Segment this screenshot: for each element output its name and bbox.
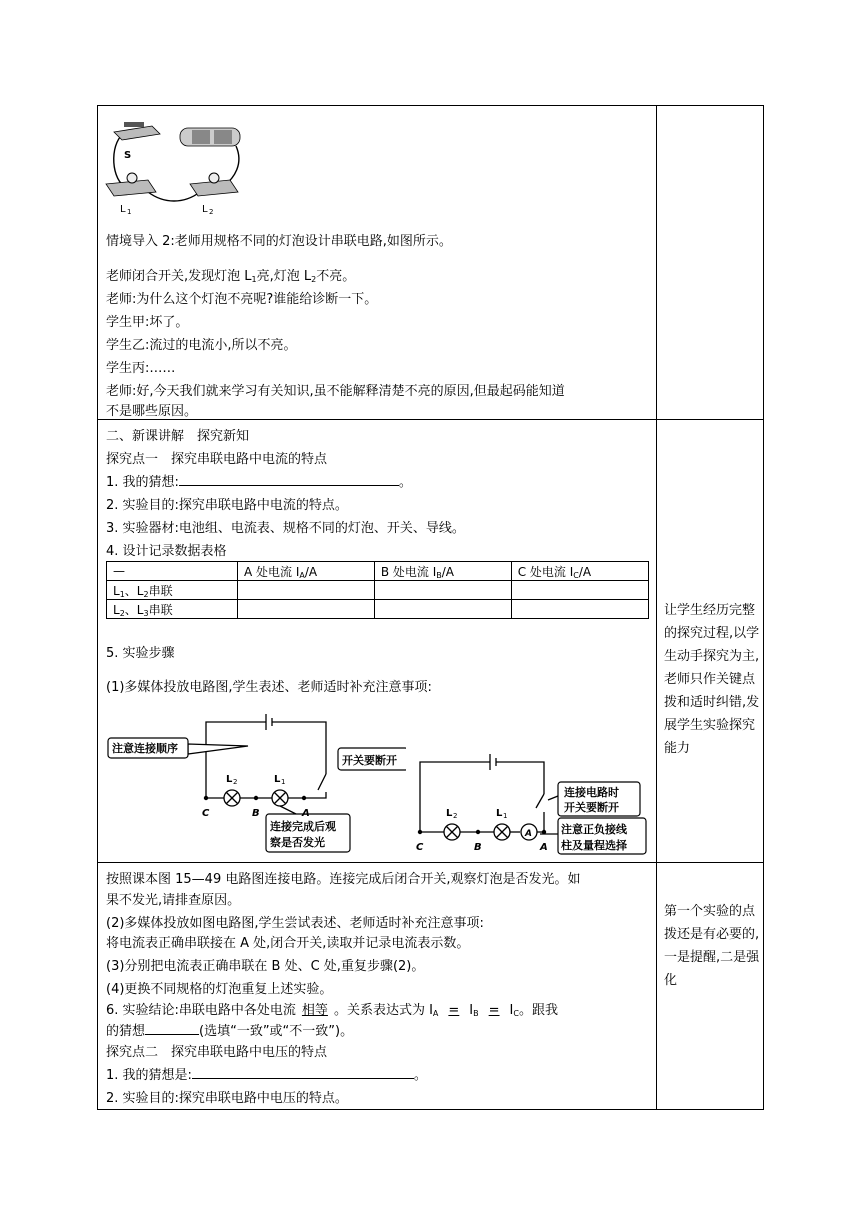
column-divider [656,106,657,1109]
intro-line-7: 老师:好,今天我们就来学习有关知识,虽不能解释清楚不亮的原因,但最起码能知道 [106,384,565,399]
table-cell[interactable] [511,581,648,600]
label2-l2-sub: 2 [453,812,458,820]
intro-line-6: 学生丙:…… [106,361,176,376]
intro-line-8: 不是哪些原因。 [106,404,198,419]
note2-ammeter-2: 柱及量程选择 [561,839,627,852]
table-row [107,581,649,600]
note-observe-2: 察是否发光 [270,836,325,849]
label-l2: L [226,774,233,785]
table-cell[interactable] [374,581,511,600]
equipment-line: 3. 实验器材:电池组、电流表、规格不同的灯泡、开关、导线。 [106,521,465,536]
table-header-cell: B 处电流 $I_B/A$ [374,562,511,581]
circuit-photo [104,114,244,214]
row-divider-1 [98,419,763,420]
label2-l1-sub: 1 [503,812,508,820]
table-design-line: 4. 设计记录数据表格 [106,544,227,559]
row3-line-6: (4)更换不同规格的灯泡重复上述实验。 [106,982,333,997]
guess-compare-line: 的猜想 (选填“一致”或“不一致”)。 [106,1024,354,1039]
table-cell[interactable] [238,581,375,600]
lesson-table [97,105,764,1110]
note-connection-order: 注意连接顺序 [112,742,178,755]
note2-switch-2: 开关要断开 [564,801,619,814]
photo-label-l1-sub: 1 [127,208,132,214]
label2-l1: L [496,808,503,819]
explore-point-2: 探究点二 探究串联电路中电压的特点 [106,1045,328,1060]
intro-line-2: 老师闭合开关,发现灯泡 $L_1$亮,灯泡 $L_2$不亮。 [106,269,356,284]
table-cell[interactable] [374,600,511,619]
label-l1-sub: 1 [281,778,286,786]
table-header-cell: A 处电流 $I_A/A$ [238,562,375,581]
row3-line-3: (2)多媒体投放如图电路图,学生尝试表述、老师适时补充注意事项: [106,916,484,931]
photo-label-l1: L [120,204,126,214]
row3-line-4: 将电流表正确串联接在 A 处,闭合开关,读取并记录电流表示数。 [106,936,470,951]
photo-label-s: S [124,150,132,161]
compare-blank[interactable] [145,1034,199,1035]
conclusion-line: 6. 实验结论:串联电路中各处电流 相等 。关系表达式为 $I_A = I_B = I_C$。跟我 [106,1003,558,1018]
row3-line-2: 果不发光,请排查原因。 [106,893,241,908]
record-table [106,561,649,619]
point2-c: C [416,842,424,853]
guess-line: 1. 我的猜想: 。 [106,475,412,490]
table-row-label: $L_2$、$L_3$串联 [107,600,238,619]
photo-label-l2-sub: 2 [209,208,214,214]
explore-point-1: 探究点一 探究串联电路中电流的特点 [106,452,328,467]
table-header-cell: C 处电流 $I_C/A$ [511,562,648,581]
note-switch-open: 开关要断开 [342,754,397,767]
circuit-diagram-1 [106,708,406,856]
ammeter-label: A [525,829,532,839]
voltage-guess-line: 1. 我的猜想是: 。 [106,1068,427,1083]
note2-switch-1: 连接电路时 [564,786,619,799]
side-note-1: 让学生经历完整的探究过程,以学生动手探究为主,老师只作关键点拨和适时纠错,发展学生实验探究能力 [664,603,760,756]
table-cell[interactable] [238,600,375,619]
point-a: A [302,808,310,819]
table-row [107,600,649,619]
table-row [107,562,649,581]
point-c: C [202,808,210,819]
row3-line-5: (3)分别把电流表正确串联在 B 处、C 处,重复步骤(2)。 [106,959,425,974]
purpose-line: 2. 实验目的:探究串联电路中电流的特点。 [106,498,348,513]
point2-b: B [474,842,482,853]
table-header-cell: — [107,562,238,581]
row-divider-2 [98,862,763,863]
voltage-guess-blank[interactable] [192,1078,414,1079]
point2-a: A [540,842,548,853]
intro-line-4: 学生甲:坏了。 [106,315,189,330]
section-heading: 二、新课讲解 探究新知 [106,429,250,444]
voltage-purpose-line: 2. 实验目的:探究串联电路中电压的特点。 [106,1091,348,1106]
intro-line-5: 学生乙:流过的电流小,所以不亮。 [106,338,297,353]
point-b: B [252,808,260,819]
guess-blank[interactable] [179,485,399,486]
note2-ammeter-1: 注意正负接线 [561,823,627,836]
table-cell[interactable] [511,600,648,619]
steps-heading: 5. 实验步骤 [106,646,175,661]
note-observe-1: 连接完成后观 [270,820,336,833]
step-1: (1)多媒体投放电路图,学生表述、老师适时补充注意事项: [106,680,432,695]
label-l2-sub: 2 [233,778,238,786]
conclusion-answer: 相等 [301,1003,328,1018]
circuit-diagram-2 [408,746,653,858]
intro-line-3: 老师:为什么这个灯泡不亮呢?谁能给诊断一下。 [106,292,378,307]
table-row-label: $L_1$、$L_2$串联 [107,581,238,600]
label2-l2: L [446,808,453,819]
intro-line-1: 情境导入 2:老师用规格不同的灯泡设计串联电路,如图所示。 [106,234,452,249]
row3-line-1: 按照课本图 15—49 电路图连接电路。连接完成后闭合开关,观察灯泡是否发光。如 [106,872,581,887]
side-note-2: 第一个实验的点拨还是有必要的,一是提醒,二是强化 [664,904,760,988]
label-l1: L [274,774,281,785]
photo-label-l2: L [202,204,208,214]
